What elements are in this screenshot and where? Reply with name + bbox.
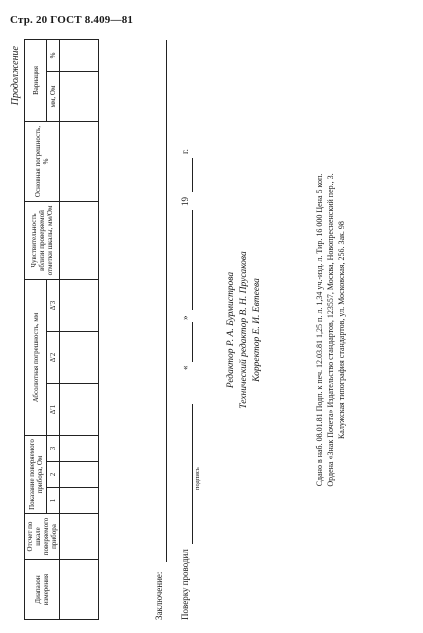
page-header: Стр. 20 ГОСТ 8.409—81 <box>10 14 134 26</box>
editor-credit: Редактор Р. А. Бурмистрова <box>226 271 236 389</box>
proofreader-credit: Корректор Е. И. Евтеева <box>251 278 262 382</box>
year-prefix: 19 <box>180 197 190 206</box>
table-cell <box>60 121 99 201</box>
signature-line <box>192 404 193 544</box>
imprint-block <box>315 40 347 620</box>
table-cell <box>60 384 99 436</box>
table-cell <box>60 560 99 620</box>
subheader-reading-1: 1 <box>47 488 60 514</box>
subheader-variation-pct: % <box>47 39 60 71</box>
subheader-reading-3: 3 <box>47 436 60 462</box>
table-row <box>60 39 99 619</box>
conclusion-label: Заключение: <box>154 571 164 620</box>
header-readings-group: Показание поверяемого прибора, Ом <box>25 436 47 514</box>
measurement-table <box>24 39 99 620</box>
table-cell <box>60 201 99 279</box>
date-quote-close: » <box>180 315 190 320</box>
continuation-label: Продолжение <box>10 46 21 106</box>
imprint-line-1: Сдано в наб. 08.01.81 Подп. к печ. 12.03.81 1,25 п. л. 1,34 уч.-изд. л. Тир. 16 000 Цена 5 коп. <box>315 173 324 487</box>
table-cell <box>60 71 99 121</box>
year-line <box>192 158 193 192</box>
header-abs-error-group: Абсолютная погрешность, мм <box>25 279 47 435</box>
rotated-content <box>10 40 415 620</box>
table-cell <box>60 436 99 462</box>
header-reading: Отсчет по шкале поверяемого прибора <box>25 514 60 560</box>
day-line <box>192 322 193 362</box>
subheader-reading-2: 2 <box>47 462 60 488</box>
subheader-abs-error-1: Δ′1 <box>47 384 60 436</box>
credits-block <box>225 40 263 620</box>
table-cell <box>60 462 99 488</box>
subheader-abs-error-2: Δ′2 <box>47 332 60 384</box>
tech-editor-credit: Технический редактор В. Н. Прусакова <box>238 251 249 409</box>
signature-caption: подпись <box>194 467 201 490</box>
subheader-variation-abs: мм, Ом <box>47 71 60 121</box>
checked-by-label: Поверку проводил <box>180 549 190 620</box>
table-cell <box>60 514 99 560</box>
year-suffix: г. <box>180 149 190 154</box>
table-cell <box>60 488 99 514</box>
table-cell <box>60 332 99 384</box>
conclusion-line <box>166 40 167 562</box>
table-cell <box>60 39 99 71</box>
imprint-line-2: Ордена «Знак Почета» Издательство стандартов, 123557, Москва, Новопресненский пер., 3. <box>325 173 335 487</box>
header-range: Диапазон измерения <box>25 560 60 620</box>
subheader-abs-error-3: Δ′3 <box>47 279 60 331</box>
imprint-line-3: Калужская типография стандартов, ул. Московская, 256. Зак. 98 <box>336 221 346 439</box>
month-line <box>192 210 193 310</box>
header-variation-group: Вариация <box>25 39 47 121</box>
header-sensitivity: Чувствительность вблизи проверяемой отметки шкалы, мм/Ом <box>25 201 60 279</box>
header-basic-error: Основная погрешность, % <box>25 121 60 201</box>
date-quote-open: « <box>180 365 190 370</box>
table-cell <box>60 279 99 331</box>
table-header-row <box>25 39 47 619</box>
